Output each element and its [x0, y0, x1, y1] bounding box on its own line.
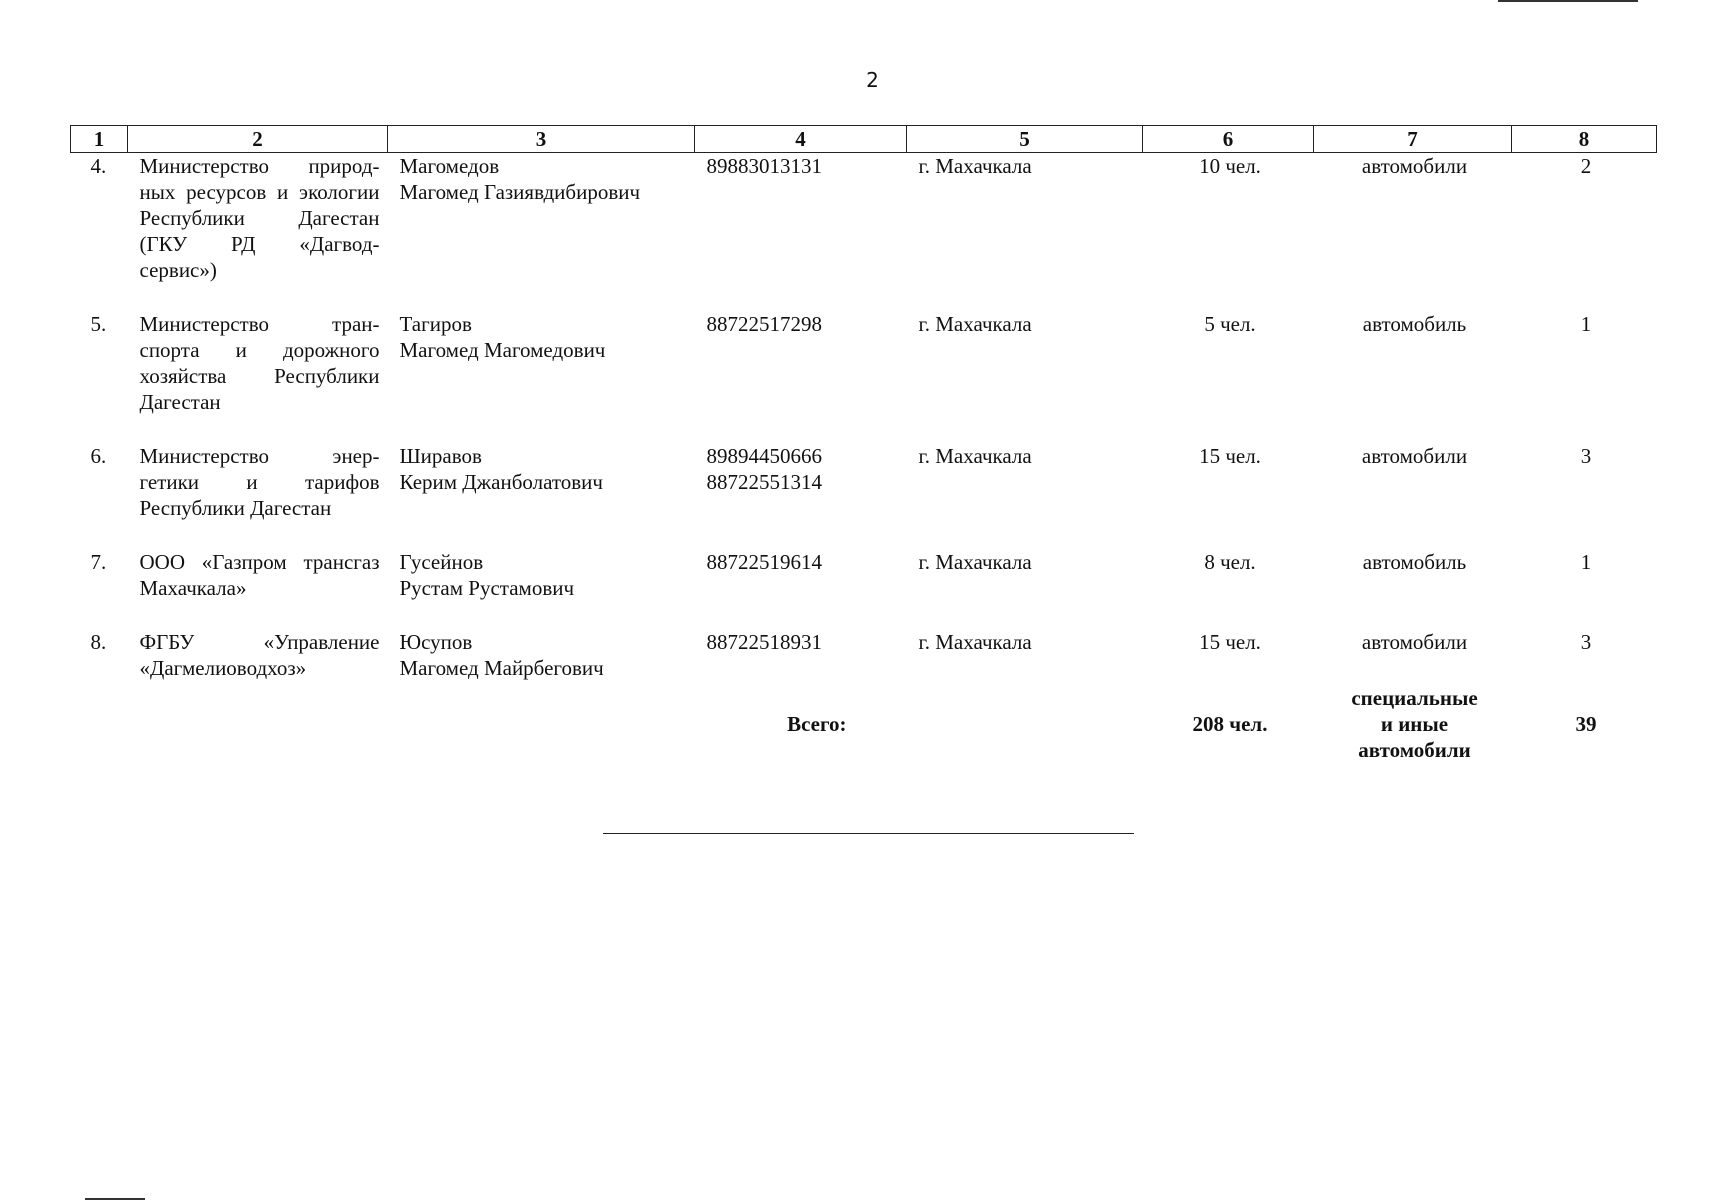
- row-number: 5.: [90, 312, 107, 336]
- organization-line: Министерство природ-: [139, 154, 380, 178]
- organization-line: Республики Дагестан: [139, 496, 332, 520]
- header-col-1: 1: [71, 126, 128, 153]
- people-count-cell: 8 чел.: [1204, 550, 1256, 574]
- organization-line: Дагестан: [139, 390, 221, 414]
- vehicle-qty-cell: 1: [1580, 550, 1592, 574]
- organization-line: ООО «Газпром трансгаз: [139, 550, 380, 574]
- person-name-line: Магомед Магомедович: [399, 338, 606, 362]
- person-name-line: Гусейнов: [399, 550, 484, 574]
- bottom-rule: [603, 833, 1134, 834]
- organization-line: «Дагмелиоводхоз»: [139, 656, 307, 680]
- total-transport-line: автомобили: [1358, 738, 1471, 762]
- people-count-cell: 15 чел.: [1199, 444, 1261, 468]
- city-cell: г. Махачкала: [918, 630, 1032, 654]
- header-col-4: 4: [695, 126, 907, 153]
- phone-number: 88722517298: [706, 312, 822, 336]
- header-col-6: 6: [1143, 126, 1314, 153]
- table-row: [71, 153, 1657, 312]
- organization-cell: [128, 443, 388, 549]
- header-col-8: 8: [1512, 126, 1657, 153]
- organization-line: (ГКУ РД «Дагвод-: [139, 232, 380, 256]
- table-body: [71, 153, 1657, 764]
- organization-cell: [128, 311, 388, 443]
- vehicle-qty-cell: 3: [1580, 444, 1592, 468]
- person-name-line: Магомед Майрбегович: [399, 656, 604, 680]
- organization-line: ФГБУ «Управление: [139, 630, 380, 654]
- city-cell: г. Махачкала: [918, 154, 1032, 178]
- vehicle-qty-cell: 2: [1580, 154, 1592, 178]
- organization-line: Министерство тран-: [139, 312, 380, 336]
- row-number: 6.: [90, 444, 107, 468]
- phone-cell: [695, 549, 907, 629]
- phone-number: 88722519614: [706, 550, 822, 574]
- city-cell: г. Махачкала: [918, 550, 1032, 574]
- transport-cell: автомобили: [1361, 154, 1468, 178]
- organization-line: сервис»): [139, 258, 217, 282]
- organization-line: спорта и дорожного: [139, 338, 380, 362]
- header-col-2: 2: [128, 126, 388, 153]
- responsible-person-cell: [388, 153, 695, 312]
- total-count: 208 чел.: [1192, 712, 1268, 736]
- total-transport-line: специальные: [1351, 686, 1478, 710]
- total-row: [71, 685, 1657, 763]
- person-name-line: Керим Джанболатович: [399, 470, 603, 494]
- person-name-line: Магомед Газиявдибирович: [399, 180, 641, 204]
- phone-cell: [695, 629, 907, 685]
- vehicle-qty-cell: 3: [1580, 630, 1592, 654]
- total-label: Всего:: [787, 712, 847, 736]
- transport-cell: автомобили: [1361, 630, 1468, 654]
- header-col-5: 5: [907, 126, 1143, 153]
- responsible-person-cell: [388, 443, 695, 549]
- total-transport-line: и иные: [1380, 712, 1449, 736]
- phone-cell: [695, 153, 907, 312]
- corner-mark: [1498, 0, 1638, 2]
- person-name-line: Юсупов: [399, 630, 473, 654]
- organization-cell: [128, 629, 388, 685]
- table-row: [71, 443, 1657, 549]
- people-count-cell: 15 чел.: [1199, 630, 1261, 654]
- people-count-cell: 5 чел.: [1204, 312, 1256, 336]
- phone-cell: [695, 311, 907, 443]
- header-col-7: 7: [1314, 126, 1512, 153]
- vehicle-qty-cell: 1: [1580, 312, 1592, 336]
- row-number: 4.: [90, 154, 107, 178]
- row-number: 8.: [90, 630, 107, 654]
- responsible-person-cell: [388, 549, 695, 629]
- table-row: [71, 629, 1657, 685]
- organization-cell: [128, 549, 388, 629]
- phone-number: 89894450666: [706, 444, 822, 468]
- page-number: 2: [866, 68, 879, 92]
- table-row: [71, 311, 1657, 443]
- organization-line: Махачкала»: [139, 576, 247, 600]
- table-header: [71, 126, 1657, 153]
- row-number: 7.: [90, 550, 107, 574]
- city-cell: г. Махачкала: [918, 444, 1032, 468]
- header-row: [71, 126, 1657, 153]
- transport-cell: автомобиль: [1362, 312, 1467, 336]
- person-name-line: Магомедов: [399, 154, 500, 178]
- organization-line: Министерство энер-: [139, 444, 380, 468]
- person-name-line: Тагиров: [399, 312, 472, 336]
- organization-line: хозяйства Республики: [139, 364, 380, 388]
- city-cell: г. Махачкала: [918, 312, 1032, 336]
- total-qty: 39: [1575, 712, 1597, 736]
- phone-number: 88722518931: [706, 630, 822, 654]
- person-name-line: Рустам Рустамович: [399, 576, 575, 600]
- personnel-table: [70, 125, 1657, 763]
- total-transport: [1314, 685, 1512, 763]
- responsible-person-cell: [388, 311, 695, 443]
- organization-line: ных ресурсов и экологии: [139, 180, 380, 204]
- header-col-3: 3: [388, 126, 695, 153]
- organization-cell: [128, 153, 388, 312]
- person-name-line: Ширавов: [399, 444, 482, 468]
- organization-line: гетики и тарифов: [139, 470, 380, 494]
- table-row: [71, 549, 1657, 629]
- phone-cell: [695, 443, 907, 549]
- organization-line: Республики Дагестан: [139, 206, 380, 230]
- phone-number: 89883013131: [706, 154, 822, 178]
- phone-number: 88722551314: [706, 470, 822, 494]
- responsible-person-cell: [388, 629, 695, 685]
- transport-cell: автомобиль: [1362, 550, 1467, 574]
- people-count-cell: 10 чел.: [1199, 154, 1261, 178]
- transport-cell: автомобили: [1361, 444, 1468, 468]
